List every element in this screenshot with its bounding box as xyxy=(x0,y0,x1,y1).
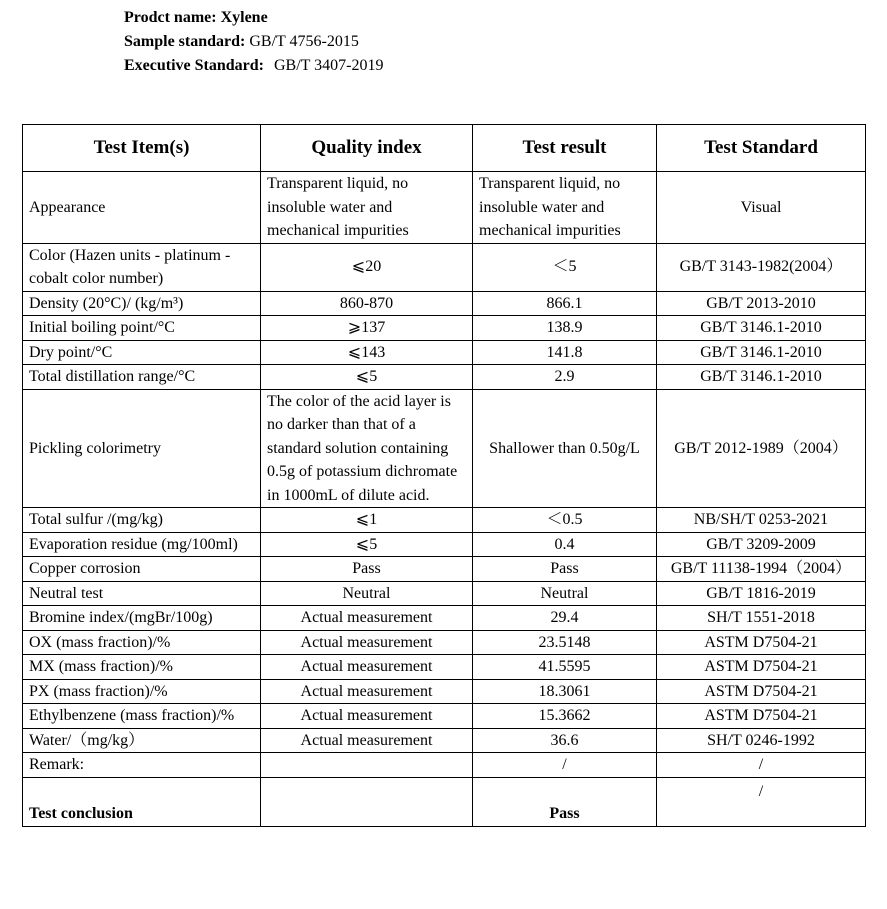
test-result-cell: Shallower than 0.50g/L xyxy=(473,389,657,508)
test-standard-cell: NB/SH/T 0253-2021 xyxy=(657,508,866,533)
test-standard-cell: GB/T 3146.1-2010 xyxy=(657,340,866,365)
test-result-cell: 141.8 xyxy=(473,340,657,365)
quality-index-cell: ⩽5 xyxy=(261,532,473,557)
remark-quality-index xyxy=(261,753,473,778)
test-item-cell: OX (mass fraction)/% xyxy=(23,630,261,655)
conclusion-standard: / xyxy=(657,777,866,826)
table-row xyxy=(23,365,866,390)
test-item-cell: Ethylbenzene (mass fraction)/% xyxy=(23,704,261,729)
test-standard-cell: SH/T 0246-1992 xyxy=(657,728,866,753)
table-row xyxy=(23,340,866,365)
table-header-row xyxy=(23,125,866,172)
test-standard-cell: ASTM D7504-21 xyxy=(657,704,866,729)
table-row xyxy=(23,389,866,508)
table-row xyxy=(23,606,866,631)
sample-standard-line xyxy=(124,30,383,54)
document-header xyxy=(124,6,383,78)
remark-standard: / xyxy=(657,753,866,778)
quality-index-cell: ⩽20 xyxy=(261,243,473,291)
table-row xyxy=(23,172,866,244)
executive-standard-label: Executive Standard: xyxy=(124,57,264,74)
remark-row xyxy=(23,753,866,778)
table-row xyxy=(23,316,866,341)
test-item-cell: Bromine index/(mgBr/100g) xyxy=(23,606,261,631)
test-standard-cell: SH/T 1551-2018 xyxy=(657,606,866,631)
test-result-cell: ＜5 xyxy=(473,243,657,291)
test-result-cell: 866.1 xyxy=(473,291,657,316)
test-item-cell: Total sulfur /(mg/kg) xyxy=(23,508,261,533)
test-item-cell: Initial boiling point/°C xyxy=(23,316,261,341)
test-item-cell: Neutral test xyxy=(23,581,261,606)
quality-index-cell: ⩽5 xyxy=(261,365,473,390)
test-standard-cell: GB/T 3146.1-2010 xyxy=(657,316,866,341)
test-result-cell: 23.5148 xyxy=(473,630,657,655)
test-item-cell: Dry point/°C xyxy=(23,340,261,365)
test-standard-cell: Visual xyxy=(657,172,866,244)
test-standard-cell: GB/T 2012-1989（2004） xyxy=(657,389,866,508)
test-item-cell: Total distillation range/°C xyxy=(23,365,261,390)
test-result-cell: 138.9 xyxy=(473,316,657,341)
table-row xyxy=(23,243,866,291)
conclusion-row xyxy=(23,777,866,826)
test-result-cell: 18.3061 xyxy=(473,679,657,704)
table-row xyxy=(23,630,866,655)
test-results-table xyxy=(22,124,866,827)
column-header: Test Item(s) xyxy=(23,125,261,172)
test-standard-cell: GB/T 2013-2010 xyxy=(657,291,866,316)
test-standard-cell: GB/T 3209-2009 xyxy=(657,532,866,557)
column-header: Test result xyxy=(473,125,657,172)
test-standard-cell: GB/T 3143-1982(2004） xyxy=(657,243,866,291)
remark-label: Remark: xyxy=(23,753,261,778)
table-row xyxy=(23,704,866,729)
quality-index-cell: The color of the acid layer is no darker than that of a standard solution containing 0.5g of potassium dichromate in 1000mL of dilute acid. xyxy=(261,389,473,508)
test-item-cell: Copper corrosion xyxy=(23,557,261,582)
quality-index-cell: Actual measurement xyxy=(261,606,473,631)
conclusion-label: Test conclusion xyxy=(23,777,261,826)
test-standard-cell: GB/T 3146.1-2010 xyxy=(657,365,866,390)
test-item-cell: Color (Hazen units - platinum - cobalt color number) xyxy=(23,243,261,291)
test-item-cell: Density (20°C)/ (kg/m³) xyxy=(23,291,261,316)
test-item-cell: Pickling colorimetry xyxy=(23,389,261,508)
product-name-line xyxy=(124,6,383,30)
table-row xyxy=(23,508,866,533)
test-result-cell: Pass xyxy=(473,557,657,582)
quality-index-cell: Actual measurement xyxy=(261,704,473,729)
quality-index-cell: Actual measurement xyxy=(261,728,473,753)
quality-index-cell: ⩾137 xyxy=(261,316,473,341)
quality-index-cell: Actual measurement xyxy=(261,679,473,704)
executive-standard-value: GB/T 3407-2019 xyxy=(274,57,384,74)
test-standard-cell: GB/T 11138-1994（2004） xyxy=(657,557,866,582)
quality-index-cell: ⩽1 xyxy=(261,508,473,533)
table-row xyxy=(23,679,866,704)
table-row xyxy=(23,557,866,582)
table-row xyxy=(23,728,866,753)
test-item-cell: Water/（mg/kg） xyxy=(23,728,261,753)
test-result-cell: 36.6 xyxy=(473,728,657,753)
test-result-cell: 29.4 xyxy=(473,606,657,631)
quality-index-cell: Pass xyxy=(261,557,473,582)
test-item-cell: PX (mass fraction)/% xyxy=(23,679,261,704)
test-standard-cell: ASTM D7504-21 xyxy=(657,655,866,680)
table-row xyxy=(23,655,866,680)
quality-index-cell: 860-870 xyxy=(261,291,473,316)
remark-result: / xyxy=(473,753,657,778)
test-result-cell: 41.5595 xyxy=(473,655,657,680)
test-result-cell: 0.4 xyxy=(473,532,657,557)
column-header: Test Standard xyxy=(657,125,866,172)
test-item-cell: Appearance xyxy=(23,172,261,244)
test-result-cell: 15.3662 xyxy=(473,704,657,729)
product-name-label: Prodct name: xyxy=(124,9,217,26)
test-result-cell: 2.9 xyxy=(473,365,657,390)
table-row xyxy=(23,291,866,316)
quality-index-cell: Actual measurement xyxy=(261,630,473,655)
quality-index-cell: Actual measurement xyxy=(261,655,473,680)
executive-standard-line xyxy=(124,54,383,78)
test-item-cell: Evaporation residue (mg/100ml) xyxy=(23,532,261,557)
quality-index-cell: Transparent liquid, no insoluble water and mechanical impurities xyxy=(261,172,473,244)
test-result-cell: Transparent liquid, no insoluble water and mechanical impurities xyxy=(473,172,657,244)
table-row xyxy=(23,581,866,606)
test-item-cell: MX (mass fraction)/% xyxy=(23,655,261,680)
conclusion-quality-index xyxy=(261,777,473,826)
product-name-value: Xylene xyxy=(220,9,268,26)
test-standard-cell: ASTM D7504-21 xyxy=(657,630,866,655)
sample-standard-value: GB/T 4756-2015 xyxy=(249,33,359,50)
test-result-cell: Neutral xyxy=(473,581,657,606)
test-standard-cell: ASTM D7504-21 xyxy=(657,679,866,704)
test-standard-cell: GB/T 1816-2019 xyxy=(657,581,866,606)
sample-standard-label: Sample standard: xyxy=(124,33,246,50)
test-result-cell: ＜0.5 xyxy=(473,508,657,533)
column-header: Quality index xyxy=(261,125,473,172)
quality-index-cell: ⩽143 xyxy=(261,340,473,365)
table-row xyxy=(23,532,866,557)
quality-index-cell: Neutral xyxy=(261,581,473,606)
conclusion-result: Pass xyxy=(473,777,657,826)
